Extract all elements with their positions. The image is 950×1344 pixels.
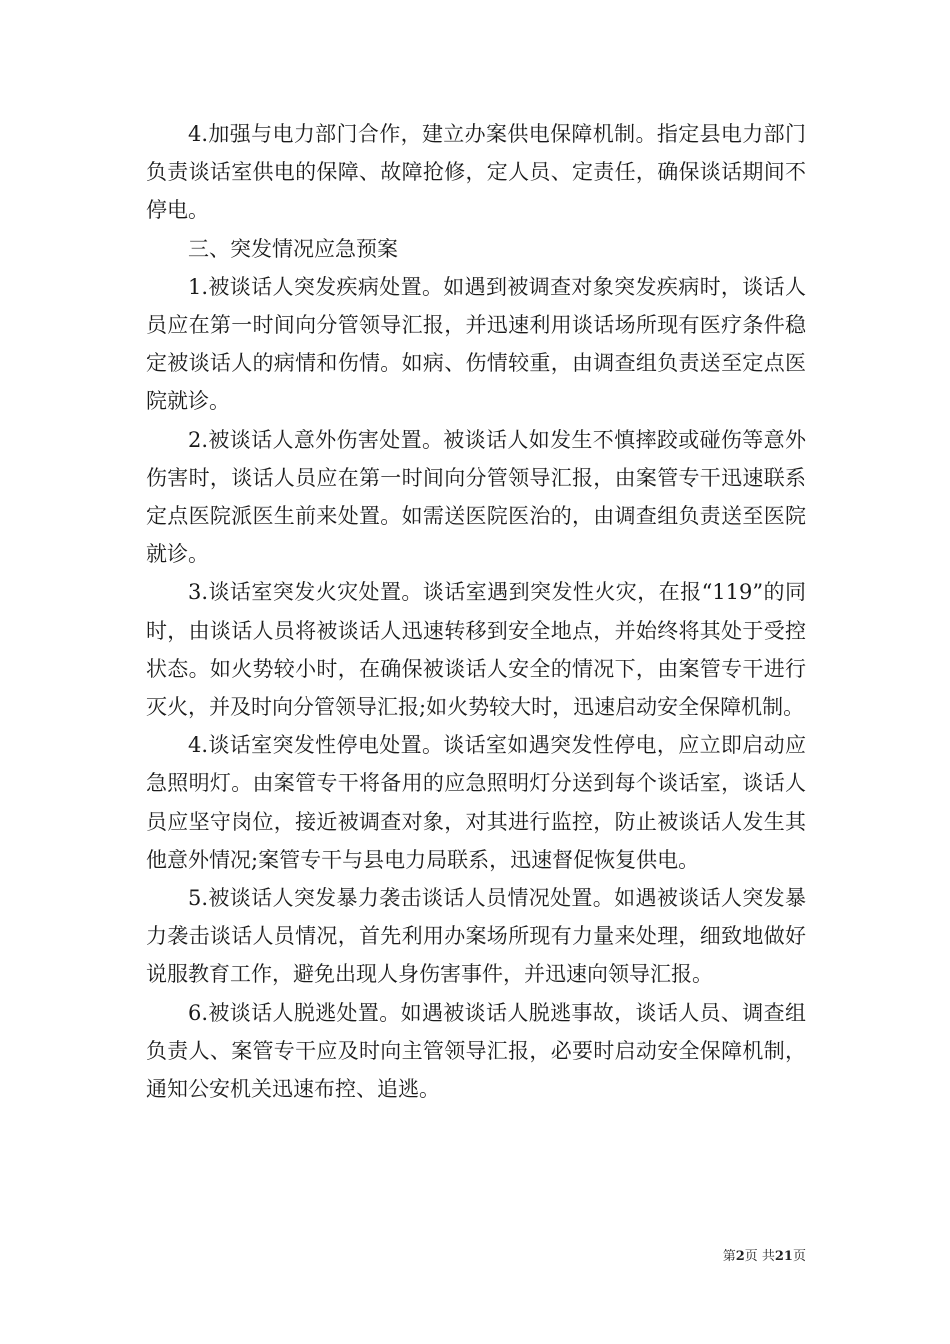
document-body [146, 115, 806, 1108]
current-page-number: 2 [735, 1249, 745, 1264]
paragraph-sudden-illness: 1.被谈话人突发疾病处置。如遇到被调查对象突发疾病时，谈话人员应在第一时间向分管领导汇报，并迅速利用谈话场所现有医疗条件稳定被谈话人的病情和伤情。如病、伤情较重，由调查组负责送至定点医院就诊。 [146, 274, 806, 414]
paragraph-violent-attack: 5.被谈话人突发暴力袭击谈话人员情况处置。如遇被谈话人突发暴力袭击谈话人员情况，首先利用办案场所现有力量来处理，细致地做好说服教育工作，避免出现人身伤害事件，并迅速向领导汇报。 [146, 886, 806, 987]
paragraph-power-outage: 4.谈话室突发性停电处置。谈话室如遇突发性停电，应立即启动应急照明灯。由案管专干将备用的应急照明灯分送到每个谈话室，谈话人员应坚守岗位，接近被调查对象，对其进行监控，防止被谈话人发生其他意外情况;案管专干与县电力局联系，迅速督促恢复供电。 [146, 733, 806, 872]
footer-prefix: 第 [722, 1249, 736, 1264]
page-footer [700, 1245, 806, 1264]
footer-suffix: 页 [792, 1249, 806, 1264]
section-heading-emergency-plan: 三、突发情况应急预案 [188, 236, 398, 261]
paragraph-power-cooperation: 4.加强与电力部门合作，建立办案供电保障机制。指定县电力部门负责谈话室供电的保障、故障抢修，定人员、定责任，确保谈话期间不停电。 [146, 122, 806, 223]
total-page-number: 21 [774, 1249, 793, 1264]
paragraph-accidental-injury: 2.被谈话人意外伤害处置。被谈话人如发生不慎摔跤或碰伤等意外伤害时，谈话人员应在第一时间向分管领导汇报，由案管专干迅速联系定点医院派医生前来处置。如需送医院医治的，由调查组负责送至医院就诊。 [146, 427, 806, 567]
paragraph-fire: 3.谈话室突发火灾处置。谈话室遇到突发性火灾，在报“119”的同时，由谈话人员将被谈话人迅速转移到安全地点，并始终将其处于受控状态。如火势较小时，在确保被谈话人安全的情况下，由案管专干进行灭火，并及时向分管领导汇报;如火势较大时，迅速启动安全保障机制。 [146, 580, 806, 720]
paragraph-escape: 6.被谈话人脱逃处置。如遇被谈话人脱逃事故，谈话人员、调查组负责人、案管专干应及时向主管领导汇报，必要时启动安全保障机制，通知公安机关迅速布控、追逃。 [146, 1000, 806, 1102]
footer-middle: 页 共 [744, 1249, 775, 1264]
